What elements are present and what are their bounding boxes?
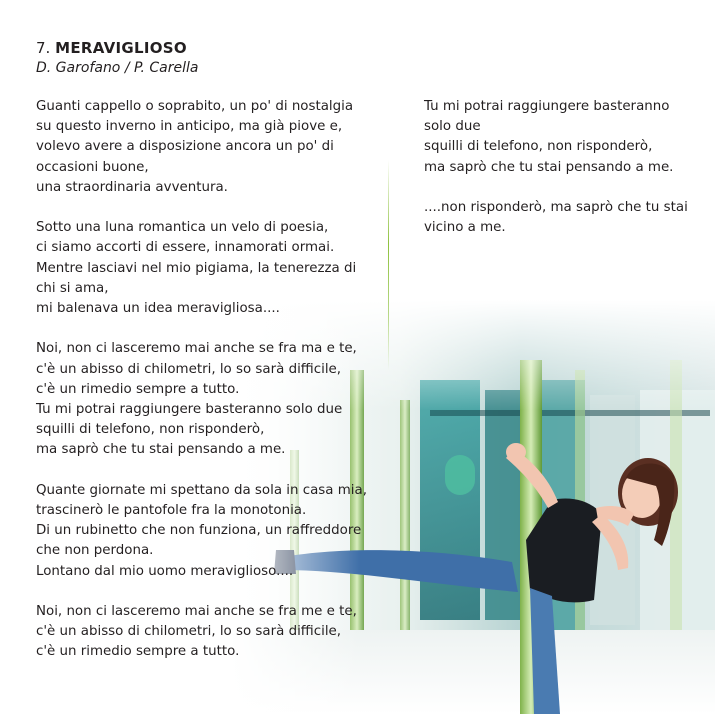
lyrics-line: ....non risponderò, ma saprò che tu stai: [424, 200, 688, 215]
lyrics-line: mi balenava un idea meravigliosa....: [36, 301, 280, 317]
lyrics-line: trascinerò le pantofole fra la monotonia.: [36, 503, 307, 519]
lyrics-right-column: [424, 97, 694, 259]
lyrics-stanza: [36, 339, 381, 460]
lyrics-line: squilli di telefono, non risponderò,: [424, 139, 653, 155]
lyrics-line: ma saprò che tu stai pensando a me.: [36, 442, 286, 458]
lyrics-stanza: [36, 602, 381, 663]
lyrics-line: su questo inverno in anticipo, ma già piove e,: [36, 119, 343, 135]
lyrics-line: Guanti cappello o soprabito, un po' di nostalgia: [36, 99, 354, 114]
lyrics-line: chi si ama,: [36, 280, 109, 296]
lyrics-line: Tu mi potrai raggiungere basteranno: [424, 99, 670, 114]
lyrics-line: Quante giornate mi spettano da sola in casa mia,: [36, 482, 367, 498]
lyrics-line: Tu mi potrai raggiungere basteranno solo due: [36, 402, 343, 418]
lyrics-line: che non perdona.: [36, 543, 154, 559]
track-header: [36, 38, 199, 78]
lyrics-line: Mentre lasciavi nel mio pigiama, la tenerezza di: [36, 260, 357, 276]
lyrics-stanza: [36, 481, 381, 582]
track-title: [36, 38, 199, 58]
lyrics-left-column: [36, 97, 381, 683]
track-number: 7.: [36, 39, 51, 57]
lyrics-line: Sotto una luna romantica un velo di poesia,: [36, 220, 329, 236]
lyrics-line: Lontano dal mio uomo meraviglioso....: [36, 563, 294, 579]
lyrics-line: occasioni buone,: [36, 159, 149, 175]
lyrics-line: squilli di telefono, non risponderò,: [36, 422, 265, 438]
lyrics-stanza: [36, 97, 381, 198]
lyrics-line: vicino a me.: [424, 220, 506, 236]
lyrics-line: c'è un rimedio sempre a tutto.: [36, 644, 240, 660]
lyrics-line: ma saprò che tu stai pensando a me.: [424, 159, 674, 175]
lyrics-line: c'è un rimedio sempre a tutto.: [36, 381, 240, 397]
track-name: MERAVIGLIOSO: [55, 39, 187, 57]
lyrics-stanza: [424, 198, 694, 238]
lyrics-line: Noi, non ci lasceremo mai anche se fra ma e te,: [36, 341, 357, 357]
lyrics-line: c'è un abisso di chilometri, lo so sarà difficile,: [36, 361, 342, 377]
lyrics-line: solo due: [424, 119, 481, 135]
lyrics-line: volevo avere a disposizione ancora un po' di: [36, 139, 334, 155]
lyrics-line: una straordinaria avventura.: [36, 179, 228, 195]
lyrics-line: ci siamo accorti di essere, innamorati ormai.: [36, 240, 335, 256]
column-divider: [388, 160, 389, 370]
lyrics-line: Di un rubinetto che non funziona, un raffreddore: [36, 523, 362, 539]
lyrics-stanza: [36, 218, 381, 319]
lyrics-stanza: [424, 97, 694, 178]
lyrics-line: c'è un abisso di chilometri, lo so sarà difficile,: [36, 624, 342, 640]
lyrics-line: Noi, non ci lasceremo mai anche se fra me e te,: [36, 604, 357, 620]
track-authors: D. Garofano / P. Carella: [36, 60, 199, 76]
